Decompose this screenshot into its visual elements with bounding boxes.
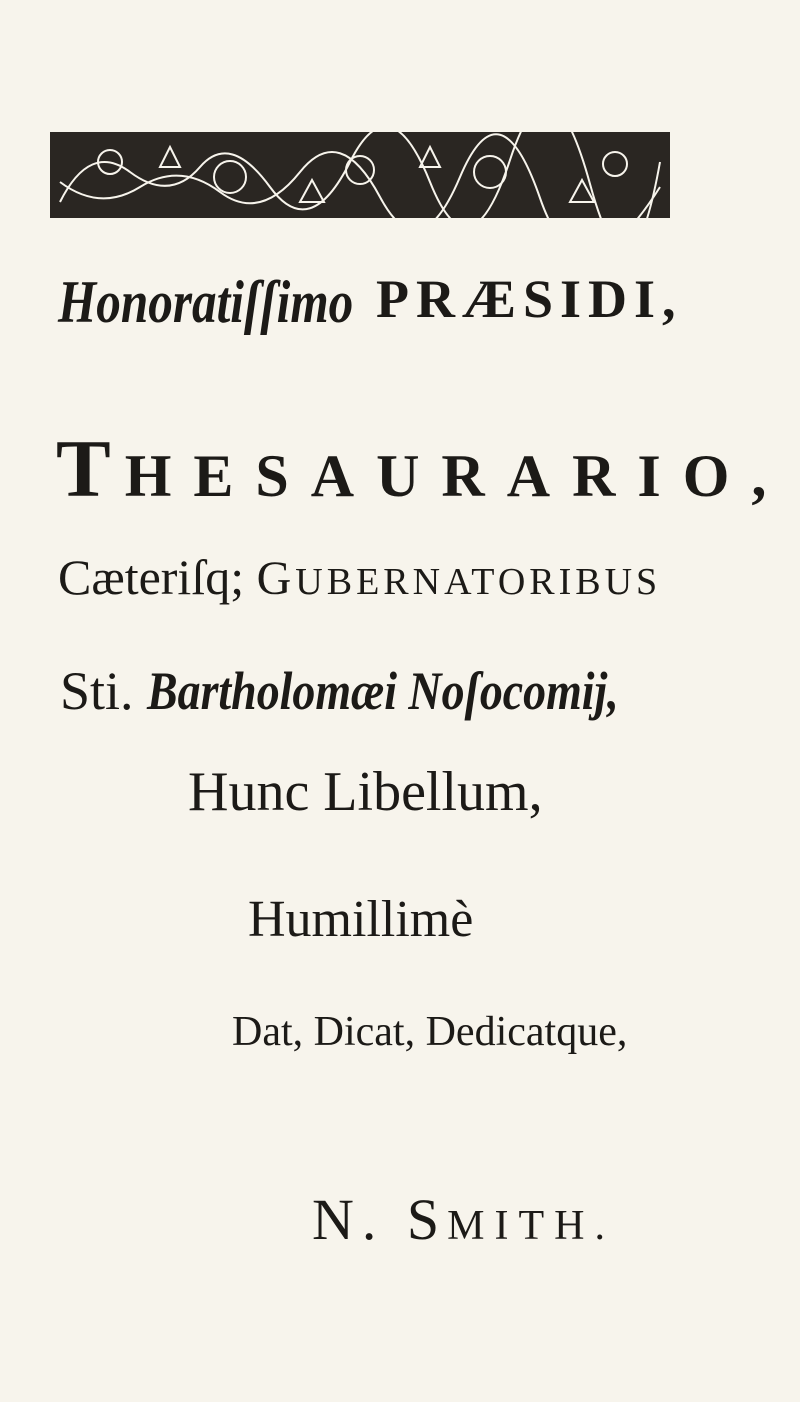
praesidi-text: PRÆSIDI,	[376, 269, 683, 329]
dedication-line-1	[58, 268, 683, 337]
honoratissimo-text: Honoratiſſimo	[58, 269, 354, 335]
gubernatoribus-text: UBERNATORIBUS	[295, 561, 662, 603]
humillime-text: Humillimè	[248, 891, 474, 948]
signature-initial: N.	[312, 1187, 385, 1252]
hunc-libellum-text: Hunc Libellum,	[188, 761, 543, 823]
bartholomaei-nosocomij-text: Bartholomæi Noſocomij,	[147, 661, 619, 721]
decorative-headpiece-icon	[50, 132, 670, 218]
thesaurario-text: HESAURARIO,	[124, 443, 789, 509]
dedication-line-3	[58, 548, 661, 606]
signature-surname-text: MITH.	[447, 1203, 615, 1249]
dedication-line-4	[60, 660, 702, 722]
thesaurario-initial: T	[56, 423, 125, 514]
signature-surname-initial: S	[406, 1187, 448, 1252]
dedication-line-2	[56, 422, 788, 516]
signature	[312, 1186, 615, 1253]
gubernatoribus-initial: G	[256, 552, 296, 605]
dat-dicat-dedicatque-text: Dat, Dicat, Dedicatque,	[232, 1009, 628, 1055]
caeterisq-text: Cæteriſq;	[58, 549, 245, 605]
sti-text: Sti.	[60, 661, 134, 721]
